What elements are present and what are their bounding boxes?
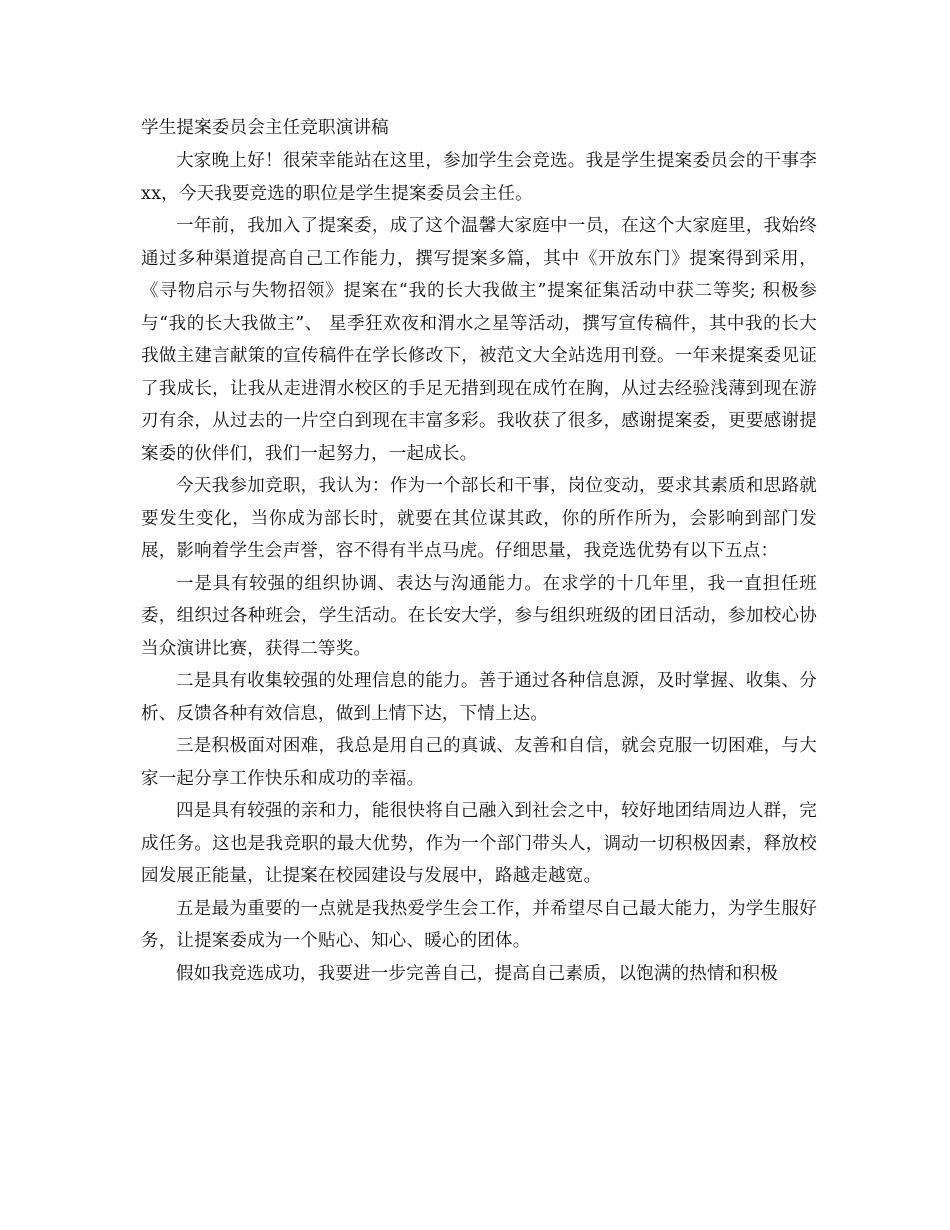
- paragraph-advantage-2: 二是具有收集较强的处理信息的能力。善于通过各种信息源，及时掌握、收集、分析、反馈各种有效信息，做到上情下达，下情上达。: [141, 671, 817, 724]
- paragraph-greeting: 大家晚上好！很荣幸能站在这里，参加学生会竞选。我是学生提案委员会的干事李xx，今天我要竞选的职位是学生提案委员会主任。: [141, 151, 817, 204]
- paragraph-advantage-4: 四是具有较强的亲和力，能很快将自己融入到社会之中，较好地团结周边人群，完成任务。这也是我竞职的最大优势，作为一个部门带头人，调动一切积极因素，释放校园发展正能量，让提案在校园建设与发展中，路越走越宽。: [141, 801, 817, 886]
- paragraph-experience: 一年前，我加入了提案委，成了这个温馨大家庭中一员，在这个大家庭里，我始终通过多种渠道提高自己工作能力，撰写提案多篇，其中《开放东门》提案得到采用，《寻物启示与失物招领》提案在“我的长大我做主”提案征集活动中获二等奖; 积极参与“我的长大我做主”、 星季狂欢夜和渭水之星等活动，撰写宣传稿件，其中我的长大我做主建言献策的宣传稿件在学长修改下，被范文大全站选用刊登。一年来提案委见证了我成长，让我从走进渭水校区的手足无措到现在成竹在胸，从过去经验浅薄到现在游刃有余，从过去的一片空白到现在丰富多彩。我收获了很多，感谢提案委，更要感谢提案委的伙伴们，我们一起努力，一起成长。: [141, 216, 817, 464]
- document-body: [141, 112, 817, 990]
- paragraph-motivation: 今天我参加竞职，我认为：作为一个部长和干事，岗位变动，要求其素质和思路就要发生变化，当你成为部长时，就要在其位谋其政，你的所作所为，会影响到部门发展，影响着学生会声誉，容不得有半点马虎。仔细思量，我竞选优势有以下五点：: [141, 476, 817, 561]
- paragraph-advantage-1: 一是具有较强的组织协调、表达与沟通能力。在求学的十几年里，我一直担任班委，组织过各种班会，学生活动。在长安大学，参与组织班级的团日活动，参加校心协当众演讲比赛，获得二等奖。: [141, 573, 817, 659]
- paragraph-advantage-5: 五是最为重要的一点就是我热爱学生会工作，并希望尽自己最大能力，为学生服好务，让提案委成为一个贴心、知心、暖心的团体。: [141, 898, 817, 951]
- paragraph-advantage-3: 三是积极面对困难，我总是用自己的真诚、友善和自信，就会克服一切困难，与大家一起分享工作快乐和成功的幸福。: [141, 736, 817, 789]
- paragraph-plan: 假如我竞选成功，我要进一步完善自己，提高自己素质，以饱满的热情和积极: [176, 963, 778, 984]
- document-title: 学生提案委员会主任竞职演讲稿: [141, 118, 389, 138]
